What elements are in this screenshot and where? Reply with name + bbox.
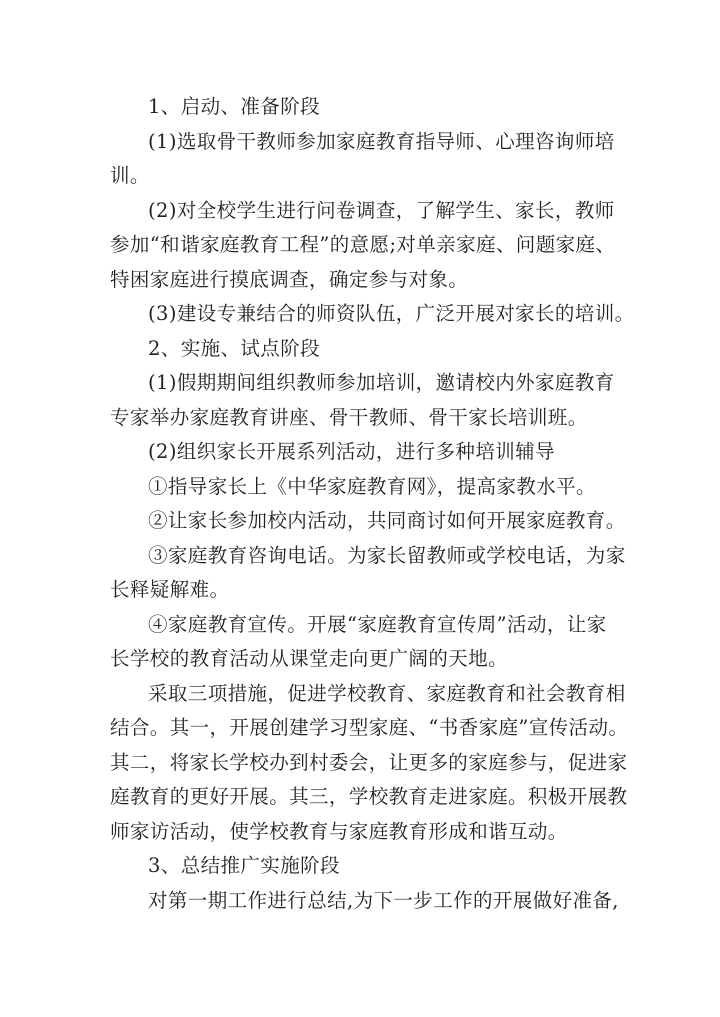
stage-3-heading: 3、总结推广实施阶段: [148, 854, 340, 877]
paragraph-line: (2)组织家长开展系列活动，进行多种培训辅导: [148, 440, 555, 463]
paragraph-line: (3)建设专兼结合的师资队伍，广泛开展对家长的培训。: [148, 302, 635, 325]
stage-1-heading: 1、启动、准备阶段: [148, 95, 321, 118]
paragraph-line: (1)假期期间组织教师参加培训，邀请校内外家庭教育: [148, 371, 615, 394]
paragraph-line: 结合。其一，开展创建学习型家庭、“书香家庭”宣传活动。: [110, 716, 629, 739]
paragraph-line: 长释疑解难。: [110, 578, 230, 601]
list-item-4: ④家庭教育宣传。开展“家庭教育宣传周”活动，让家: [148, 612, 607, 636]
stage-2-heading: 2、实施、试点阶段: [148, 336, 321, 360]
paragraph-line: 对第一期工作进行总结,为下一步工作的开展做好准备,: [148, 888, 619, 912]
list-item-3: ③家庭教育咨询电话。为家长留教师或学校电话，为家: [148, 543, 626, 567]
list-item-2: ②让家长参加校内活动，共同商讨如何开展家庭教育。: [148, 509, 626, 532]
paragraph-line: 庭教育的更好开展。其三，学校教育走进家庭。积极开展教: [110, 785, 628, 808]
paragraph-line: 训。: [110, 164, 150, 187]
document-body: [110, 90, 635, 918]
paragraph-line: 师家访活动，使学校教育与家庭教育形成和谐互动。: [110, 819, 568, 843]
paragraph-line: 长学校的教育活动从课堂走向更广阔的天地。: [110, 647, 509, 670]
paragraph-line: 参加“和谐家庭教育工程”的意愿;对单亲家庭、问题家庭、: [110, 233, 616, 256]
list-item-1: ①指导家长上《中华家庭教育网》，提高家教水平。: [148, 474, 596, 498]
paragraph-line: 采取三项措施，促进学校教育、家庭教育和社会教育相: [148, 681, 626, 705]
paragraph-line: 特困家庭进行摸底调查，确定参与对象。: [110, 267, 469, 291]
paragraph-line: 专家举办家庭教育讲座、骨干教师、骨干家长培训班。: [110, 405, 588, 429]
paragraph-line: 其二，将家长学校办到村委会，让更多的家庭参与，促进家: [110, 750, 628, 774]
paragraph-line: (2)对全校学生进行问卷调查，了解学生、家长，教师: [148, 198, 615, 222]
paragraph-line: (1)选取骨干教师参加家庭教育指导师、心理咨询师培: [148, 129, 615, 153]
